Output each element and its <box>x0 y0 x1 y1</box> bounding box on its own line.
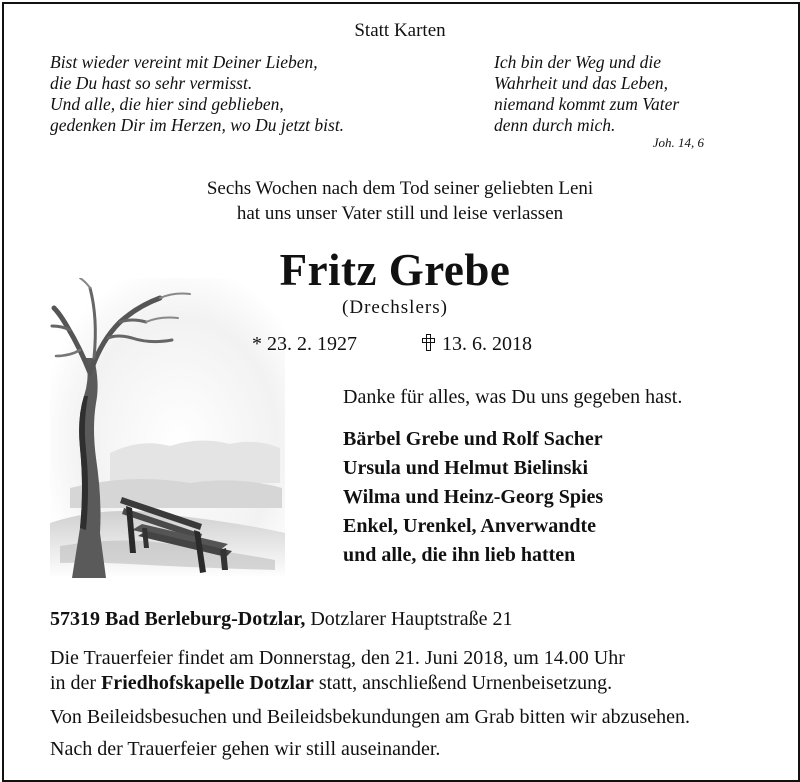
address-place: 57319 Bad Berleburg-Dotzlar, <box>50 608 306 630</box>
intro-line: hat uns unser Vater still und leise verlassen <box>236 203 564 224</box>
death-date-group <box>422 333 532 356</box>
poem-right <box>494 52 679 136</box>
funeral-info <box>50 646 625 696</box>
family-member: Bärbel Grebe und Rolf Sacher <box>343 428 603 450</box>
verse-reference: Joh. 14, 6 <box>652 135 704 150</box>
cross-icon <box>422 334 436 351</box>
poem-left-line: die Du hast so sehr vermisst. <box>50 73 253 93</box>
poem-right-line: denn durch mich. <box>494 115 616 135</box>
poem-left <box>50 52 344 136</box>
poem-right-line: Ich bin der Weg und die <box>494 52 662 72</box>
header-statt-karten: Statt Karten <box>354 20 446 41</box>
intro-text <box>0 176 800 226</box>
funeral-chapel: Friedhofskapelle Dotzlar <box>101 672 314 694</box>
address <box>50 608 513 631</box>
funeral-line-post: statt, anschließend Urnenbeisetzung. <box>318 672 613 694</box>
poem-left-line: Und alle, die hier sind geblieben, <box>50 94 284 114</box>
funeral-line: Die Trauerfeier findet am Donnerstag, den 21. Juni 2018, um 14.00 Uhr <box>50 647 625 669</box>
family-list <box>343 425 603 570</box>
tree-and-bench-illustration <box>50 278 285 578</box>
death-date: 13. 6. 2018 <box>442 333 532 355</box>
intro-line: Sechs Wochen nach dem Tod seiner geliebten Leni <box>206 178 594 199</box>
poem-right-line: Wahrheit und das Leben, <box>494 73 669 93</box>
funeral-line-pre: in der <box>50 672 97 694</box>
thanks-line: Danke für alles, was Du uns gegeben hast. <box>343 386 683 408</box>
closing-note: Nach der Trauerfeier gehen wir still auseinander. <box>50 738 441 760</box>
funeral-line <box>50 671 625 696</box>
family-member: Ursula und Helmut Bielinski <box>343 457 589 479</box>
family-member: Wilma und Heinz-Georg Spies <box>343 486 604 508</box>
poem-left-line: Bist wieder vereint mit Deiner Lieben, <box>50 52 318 72</box>
poem-right-line: niemand kommt zum Vater <box>494 94 680 114</box>
condolence-note: Von Beileidsbesuchen und Beileidsbekundungen am Grab bitten wir abzusehen. <box>50 706 691 728</box>
poem-left-line: gedenken Dir im Herzen, wo Du jetzt bist. <box>50 115 345 135</box>
birth-date: * 23. 2. 1927 <box>252 333 357 355</box>
family-member: und alle, die ihn lieb hatten <box>343 544 576 566</box>
family-member: Enkel, Urenkel, Anverwandte <box>343 515 596 537</box>
address-street: Dotzlarer Hauptstraße 21 <box>310 608 513 630</box>
deceased-nickname: (Drechslers) <box>342 297 448 318</box>
deceased-name: Fritz Grebe <box>279 245 511 295</box>
